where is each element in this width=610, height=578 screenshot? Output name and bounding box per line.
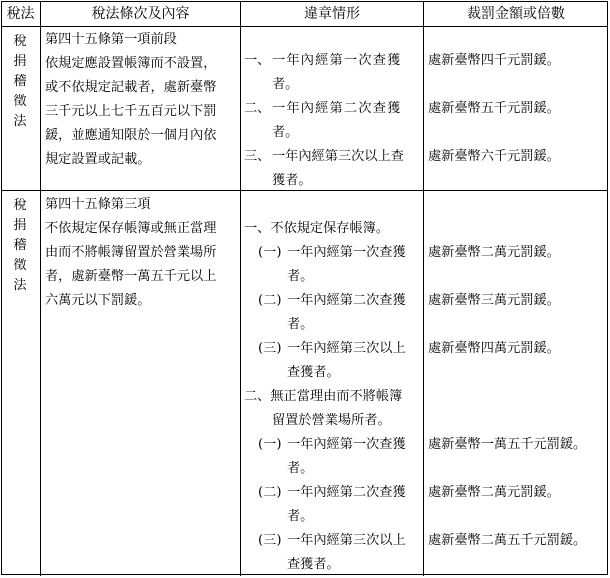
violation-marker: 三、 [244,149,271,164]
item-marker: (一) [258,245,282,260]
article-line: 依規定應設置帳簿而不設置， [45,56,217,71]
row2-tax-law: 稅 捐 稽 徵 法 [13,198,27,293]
violation-line: 者。 [287,509,314,524]
column-divider [240,1,241,576]
item-marker: (一) [258,437,282,452]
article-line: 者，處新臺幣一萬五千元以上 [45,269,217,284]
item-marker: (二) [258,293,282,308]
section-heading: 留置於營業場所者。 [272,413,391,428]
violation-marker: 二、 [244,101,271,116]
header-article: 稅法條次及內容 [91,6,190,22]
article-line: 第四十五條第一項前段 [45,32,177,47]
penalty-amount: 處新臺幣四千元罰鍰。 [428,53,560,68]
item-marker: (三) [258,341,282,356]
item-marker: (二) [258,485,282,500]
column-divider [40,1,41,576]
violation-line: 者。 [287,461,314,476]
header-divider [1,26,608,27]
penalty-amount: 處新臺幣三萬元罰鍰。 [428,293,560,308]
penalty-amount: 處新臺幣二萬元罰鍰。 [428,245,560,260]
penalty-amount: 處新臺幣四萬元罰鍰。 [428,341,560,356]
violation-line: 一年內經第一次查獲 [287,437,406,452]
violation-line: 一年內經第二次查獲 [287,485,406,500]
section-heading: 一、不依規定保存帳簿。 [244,221,390,236]
column-divider [423,1,424,576]
section-heading: 二、無正當理由而不將帳簿 [244,389,403,404]
article-line: 第四十五條第三項 [45,197,151,212]
article-line: 規定設置或記載。 [45,152,151,167]
article-line: 六萬元以下罰鍰。 [45,293,151,308]
violation-marker: 一、 [244,53,271,68]
article-line: 三千元以上七千五百元以下罰 [45,104,217,119]
violation-line: 者。 [272,125,299,140]
violation-line: 一年內經第二次查獲 [287,293,406,308]
penalty-amount: 處新臺幣六千元罰鍰。 [428,149,560,164]
header-penalty: 裁罰金額或倍數 [467,6,565,22]
article-line: 或不依規定記載者，處新臺幣 [45,80,217,95]
violation-line: 一年內經第三次以上 [287,341,406,356]
article-line: 由而不將帳簿留置於營業場所 [45,245,217,260]
violation-line: 者。 [287,317,314,332]
violation-line: 者。 [287,269,314,284]
violation-line: 一年內經第三次以上 [287,533,406,548]
violation-line: 一年內經第二次查獲 [272,101,402,116]
header-tax-law: 稅法 [6,6,35,22]
penalty-amount: 處新臺幣五千元罰鍰。 [428,101,560,116]
article-line: 不依規定保存帳簿或無正當理 [45,221,217,236]
violation-line: 者。 [272,77,299,92]
violation-line: 一年內經第一次查獲 [287,245,406,260]
penalty-amount: 處新臺幣二萬元罰鍰。 [428,485,560,500]
violation-line: 獲者。 [272,173,312,188]
penalty-amount: 處新臺幣一萬五千元罰鍰。 [428,437,587,452]
article-line: 鍰，並應通知限於一個月內依 [45,128,217,143]
violation-line: 查獲者。 [287,365,340,380]
penalty-amount: 處新臺幣二萬五千元罰鍰。 [428,533,587,548]
item-marker: (三) [258,533,282,548]
violation-line: 一年內經第一次查獲 [272,53,402,68]
row1-tax-law: 稅 捐 稽 徵 法 [13,34,27,129]
header-violation: 違章情形 [304,6,360,22]
violation-line: 一年內經第三次以上查 [272,149,404,164]
violation-line: 查獲者。 [287,557,340,572]
